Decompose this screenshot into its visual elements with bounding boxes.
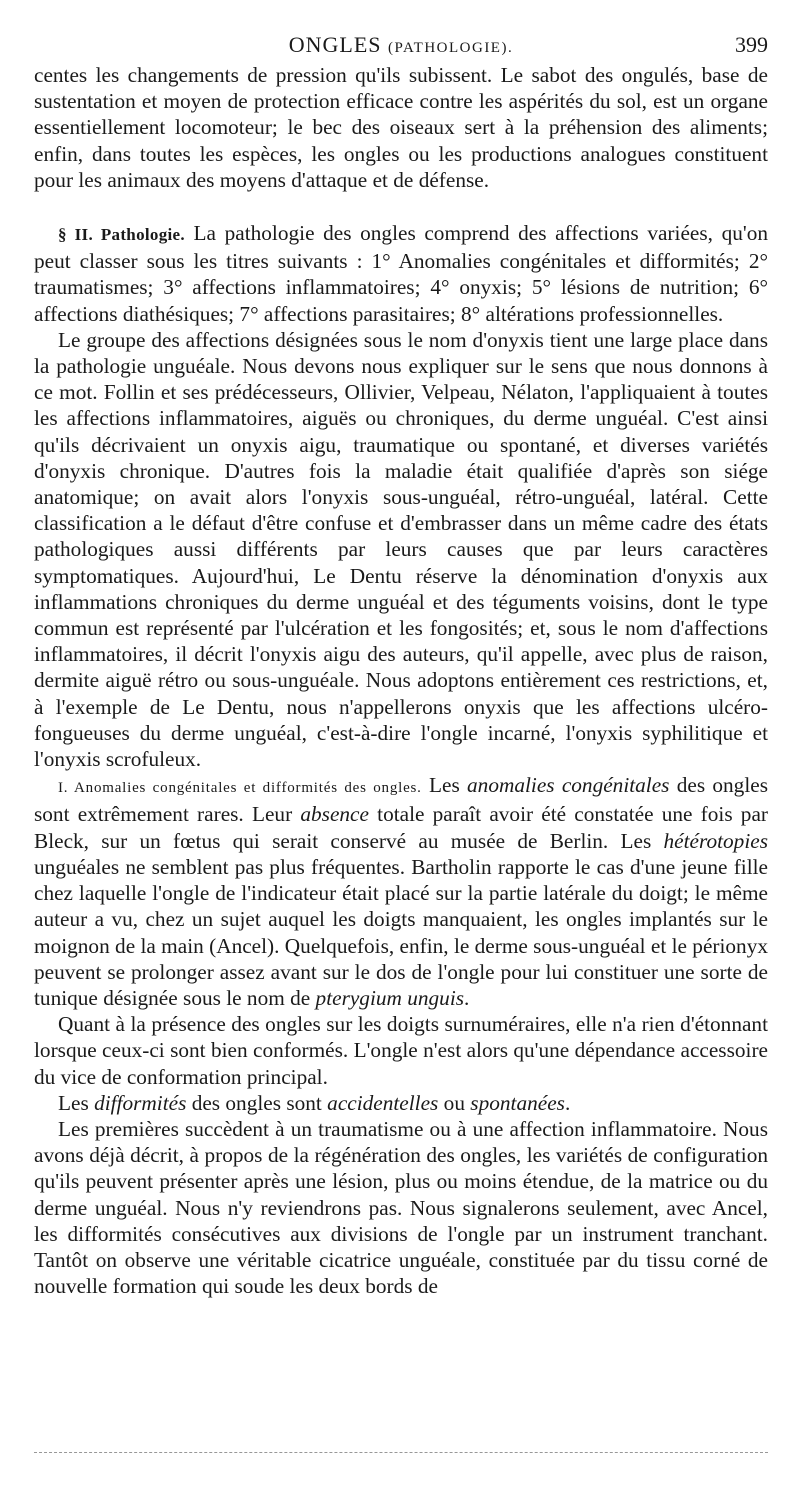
paragraph-difformites [34, 1090, 768, 1116]
text-run: . [564, 1090, 571, 1115]
paragraph-1: centes les changements de pression qu'ils subissent. Le sabot des ongulés, base de sustentation et moyen de protection efficace contre les aspérités du sol, est un organe essentiellement locomoteur; le bec des oiseaux sert à la préhension des aliments; enfin, dans toutes les espèces, les ongles ou les productions analogues constituent pour les animaux des moyens d'attaque et de défense. [34, 63, 768, 192]
text-run: totale paraît avoir été constatée une fois par Bleck, sur un fœtus qui serait conservé au musée de Berlin. Les [34, 802, 768, 853]
text-run: Les [58, 1090, 95, 1115]
italic-term: spontanées [470, 1090, 565, 1115]
paragraph-surnumeraires: Quant à la présence des ongles sur les doigts surnuméraires, elle n'a rien d'étonnant lorsque ceux-ci sont bien conformés. L'ongle n'est alors qu'une dépendance accessoire du vice de conformation principal. [34, 1012, 768, 1089]
text-run: unguéales ne semblent pas plus fréquentes. Bartholin rapporte le cas d'une jeune fille chez laquelle l'ongle de l'indicateur était placé sur la partie latérale du doigt; le même auteur a vu, chez un sujet auquel les doigts manquaient, les ongles implantés sur le moignon de la main (Ancel). Quelquefois, enfin, le derme sous-unguéal et le périonyx peuvent se prolonger assez avant sur le dos de l'ongle pour lui constituer une sorte de tunique désignée sous le nom de [34, 854, 768, 1010]
paragraph-anomalies [34, 772, 768, 1011]
italic-term: absence [300, 802, 369, 827]
italic-term: hétérotopies [663, 828, 768, 853]
paragraph-pathologie [34, 220, 768, 327]
footer-rule [34, 1452, 768, 1453]
header-subtitle: (PATHOLOGIE). [388, 40, 514, 56]
italic-term: anomalies congénitales [467, 773, 670, 798]
text-run: des ongles sont [186, 1090, 328, 1115]
italic-term: difformités [94, 1090, 187, 1115]
paragraph-text: La pathologie des ongles comprend des affections variées, qu'on peut classer sous les titres suivants : 1° Anomalies congénitales et difformités; 2° traumatismes; 3° affections inflammatoires; 4° onyxis; 5° lésions de nutrition; 6° affections diathésiques; 7° affections parasitaires; 8° altérations professionnelles. [34, 221, 769, 326]
text-run: ou [438, 1090, 471, 1115]
subsection-heading: I. Anomalies congénitales et difformités des ongles. [58, 780, 422, 797]
text-run: . [464, 985, 470, 1010]
text-run: des ongles sont extrêmement rares. Leur [34, 773, 768, 827]
page-number: 399 [735, 32, 768, 57]
paragraph-onyxis: Le groupe des affections désignées sous le nom d'onyxis tient une large place dans la pathologie unguéale. Nous devons nous expliquer sur le sens que nous donnons à ce mot. Follin et ses prédécesseurs, Ollivier, Velpeau, Nélaton, l'appliquaient à toutes les affections inflammatoires, aiguës ou chroniques, du derme unguéal. C'est ainsi qu'ils décrivaient un onyxis aigu, traumatique ou spontané, et diverses variétés d'onyxis chronique. D'autres fois la maladie était qualifiée d'après son siége anatomique; on avait alors l'onyxis sous-unguéal, rétro-unguéal, latéral. Cette classification a le défaut d'être confuse et d'embrasser dans un même cadre des états pathologiques aussi différents par leurs causes que par leurs caractères symptomatiques. Aujourd'hui, Le Dentu réserve la dénomination d'onyxis aux inflammations chroniques du derme unguéal et des téguments voisins, dont le type commun est représenté par l'ulcération et les fongosités; et, sous le nom d'affections inflammatoires, il décrit l'onyxis aigu des auteurs, qu'il appelle, avec plus de raison, dermite aiguë rétro ou sous-unguéale. Nous adoptons entièrement ces restrictions, et, à l'exemple de Le Dentu, nous n'appellerons onyxis que les affections ulcéro-fongueuses du derme unguéal, c'est-à-dire l'ongle incarné, l'onyxis syphilitique et l'onyxis scrofuleux. [34, 327, 768, 772]
section-heading: § II. Pathologie. [58, 225, 185, 245]
header-title: ONGLES [288, 32, 382, 57]
text-run: Les [421, 773, 468, 798]
running-title [34, 30, 768, 63]
italic-term: pterygium unguis [315, 985, 465, 1010]
paragraph-premieres: Les premières succèdent à un traumatisme ou à une affection inflammatoire. Nous avons déjà décrit, à propos de la régénération des ongles, les variétés de configuration qu'ils peuvent présenter après une lésion, plus ou moins étendue, de la matrice ou du derme unguéal. Nous n'y reviendrons pas. Nous signalerons seulement, avec Ancel, les difformités consécutives aux divisions de l'ongle par un instrument tranchant. Tantôt on observe une véritable cicatrice unguéale, constituée par du tissu corné de nouvelle formation qui soude les deux bords de [34, 1116, 768, 1299]
running-head [34, 30, 768, 60]
body-text [34, 62, 768, 1299]
italic-term: accidentelles [327, 1090, 439, 1115]
